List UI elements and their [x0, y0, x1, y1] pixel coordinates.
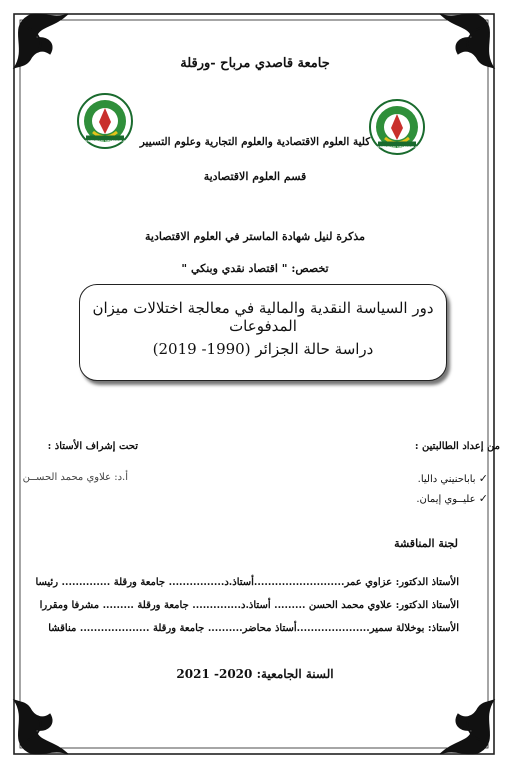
logo-caption-left: UNIVERSITE KASDI MERBAH OUARGLA: [76, 139, 134, 143]
student-name: باباحنيني داليا.: [417, 474, 476, 485]
committee-member-name: الأستاذ الدكتور: عزاوي عمر..........................: [253, 577, 459, 588]
student-name: عليــوي إيمان.: [416, 494, 476, 505]
thesis-subtitle: دراسة حالة الجزائر (1990- 2019): [152, 340, 374, 358]
committee-row: [39, 623, 459, 634]
department-name: قسم العلوم الاقتصادية: [203, 170, 307, 183]
thesis-title-box: [79, 284, 447, 381]
supervisor-label: تحت إشراف الأستاذ :: [47, 441, 138, 452]
committee-member-university: جامعة ورقلة ..............: [61, 577, 166, 588]
committee-member-rank: أستاذ.د................: [168, 577, 254, 588]
committee-label: لجنة المناقشة: [394, 537, 458, 550]
committee-member-university: جامعة ورقلة ....................: [79, 623, 205, 634]
committee-row: [39, 600, 459, 611]
degree-statement: مذكرة لنيل شهادة الماستر في العلوم الاقتصادية: [145, 230, 365, 243]
student-item: [416, 492, 488, 505]
student-item: [418, 472, 488, 485]
committee-member-name: الأستاذ الدكتور: علاوي محمد الحسن .........: [274, 600, 459, 611]
checkmark-icon: ✓: [478, 472, 488, 485]
committee-member-rank: أستاذ.د..............: [192, 600, 271, 611]
specialization: تخصص: " اقتصاد نقدي وبنكي ": [181, 262, 329, 275]
supervisor-name: أ.د: علاوي محمد الحســن: [22, 472, 128, 483]
faculty-name: كلية العلوم الاقتصادية والعلوم التجارية وعلوم التسيير: [139, 136, 371, 148]
committee-member-role: مشرفا ومقررا: [39, 600, 100, 611]
committee-member-name: الأستاذ: بوخلالة سمير.....................: [296, 623, 459, 634]
logo-caption-right: UNIVERSITE KASDI MERBAH OUARGLA: [368, 145, 426, 149]
university-name: جامعة قاصدي مرباح -ورقلة: [180, 56, 330, 71]
thesis-title: دور السياسة النقدية والمالية في معالجة اختلالات ميزان المدفوعات: [92, 299, 434, 335]
academic-year: السنة الجامعية: 2020- 2021: [176, 667, 334, 681]
committee-member-role: مناقشا: [48, 623, 77, 634]
committee-member-role: رئيسا: [35, 577, 59, 588]
checkmark-icon: ✓: [478, 492, 488, 505]
students-label: من إعداد الطالبتين :: [414, 441, 500, 452]
committee-member-university: جامعة ورقلة .........: [102, 600, 189, 611]
committee-row: [35, 577, 459, 588]
committee-member-rank: أستاذ محاضر..........: [207, 623, 297, 634]
